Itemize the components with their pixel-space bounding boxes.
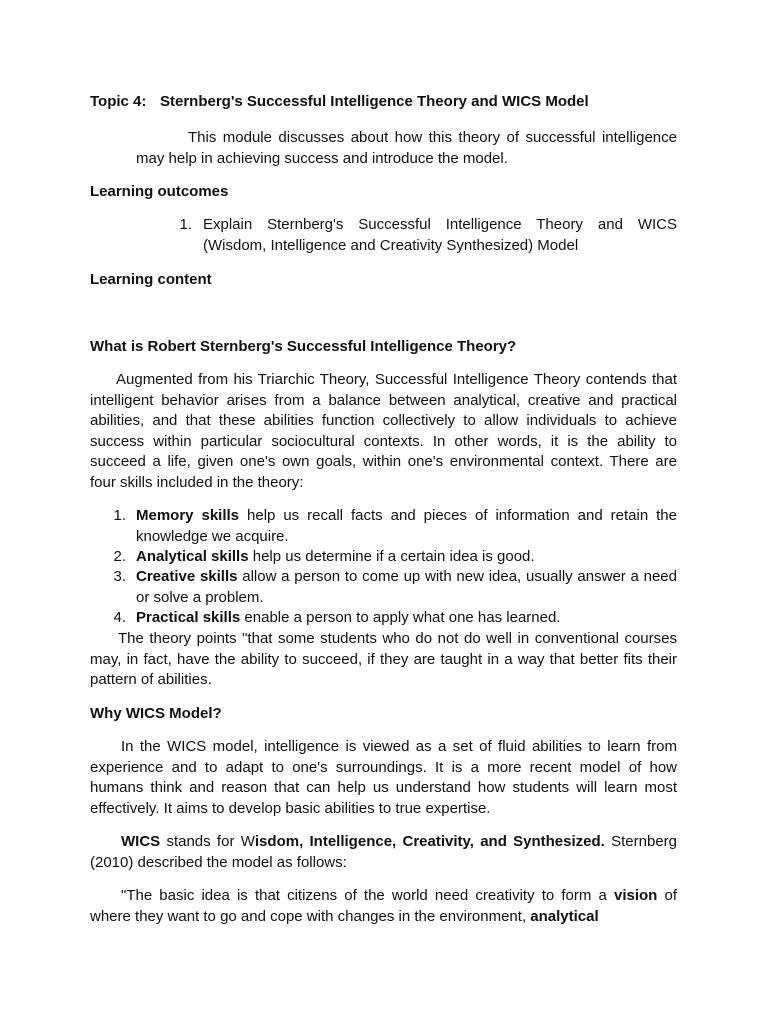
learning-content-heading: Learning content [90,271,212,288]
list-text [136,608,677,629]
quote-vision: vision [613,887,658,904]
section2-paragraph: In the WICS model, intelligence is viewed as a set of fluid abilities to learn from experience and to adapt to one's surroundings. It is a more recent model of how humans think and reason that can help us understand how students will learn most effectively. It aims to develop basic abilities to true expertise. [90,738,677,817]
skill-term: Creative skills [136,568,238,585]
list-number: 3. [113,568,126,585]
wics-definition [90,832,677,873]
outcome-text: Explain Sternberg's Successful Intelligence Theory and WICS (Wisdom, Intelligence and Creativity Synthesized) Model [203,216,677,254]
skill-term: Analytical skills [136,548,249,565]
topic-title: Sternberg's Successful Intelligence Theory and WICS Model [160,93,589,110]
topic-label: Topic 4: [90,93,147,110]
skill-term: Memory skills [136,507,240,524]
wics-tail: Sternberg (2010) described the model as follows: [90,833,678,871]
section1-closing: The theory points "that some students who do not do well in conventional courses may, in fact, have the ability to succeed, if they are taught in a way that better fits their pattern of abilities. [90,630,677,688]
list-number: 4. [113,609,126,626]
skill-description: enable a person to apply what one has learned. [240,609,561,626]
list-text [136,567,677,608]
outcome-number: 1. [179,216,192,233]
skill-description: allow a person to come up with new idea, usually answer a need or solve a problem. [136,568,677,606]
list-number: 1. [113,507,126,524]
wics-mid: stands for W [160,833,255,850]
quote-middle: of where they want to go and cope with changes in the environment, [90,887,677,925]
skill-term: Practical skills [136,609,241,626]
list-text [136,547,677,568]
quote-start: "The basic idea is that citizens of the world need creativity to form a [121,887,614,904]
quote-analytical: analytical [530,907,599,925]
outcomes-heading: Learning outcomes [90,183,229,200]
skill-description: help us determine if a certain idea is good. [248,548,535,565]
section1-heading: What is Robert Sternberg's Successful Intelligence Theory? [90,338,517,355]
topic-heading [90,92,677,113]
list-text [136,506,677,547]
list-number: 2. [113,548,126,565]
section2-heading: Why WICS Model? [90,705,222,722]
wics-expansion: isdom, Intelligence, Creativity, and Synthesized. [254,833,605,850]
skill-description: help us recall facts and pieces of information and retain the knowledge we acquire. [136,507,677,545]
wics-term: WICS [121,833,161,850]
section1-paragraph: Augmented from his Triarchic Theory, Successful Intelligence Theory contends that intelligent behavior arises from a balance between analytical, creative and practical abilities, and that these abilities function collectively to allow individuals to achieve success within particular sociocultural contexts. In other words, it is the ability to succeed a life, given one's own goals, within one's environmental context. There are four skills included in the theory: [90,371,677,491]
intro-paragraph: This module discusses about how this theory of successful intelligence may help in achieving success and introduce the model. [136,129,677,167]
quote-paragraph [90,886,677,927]
